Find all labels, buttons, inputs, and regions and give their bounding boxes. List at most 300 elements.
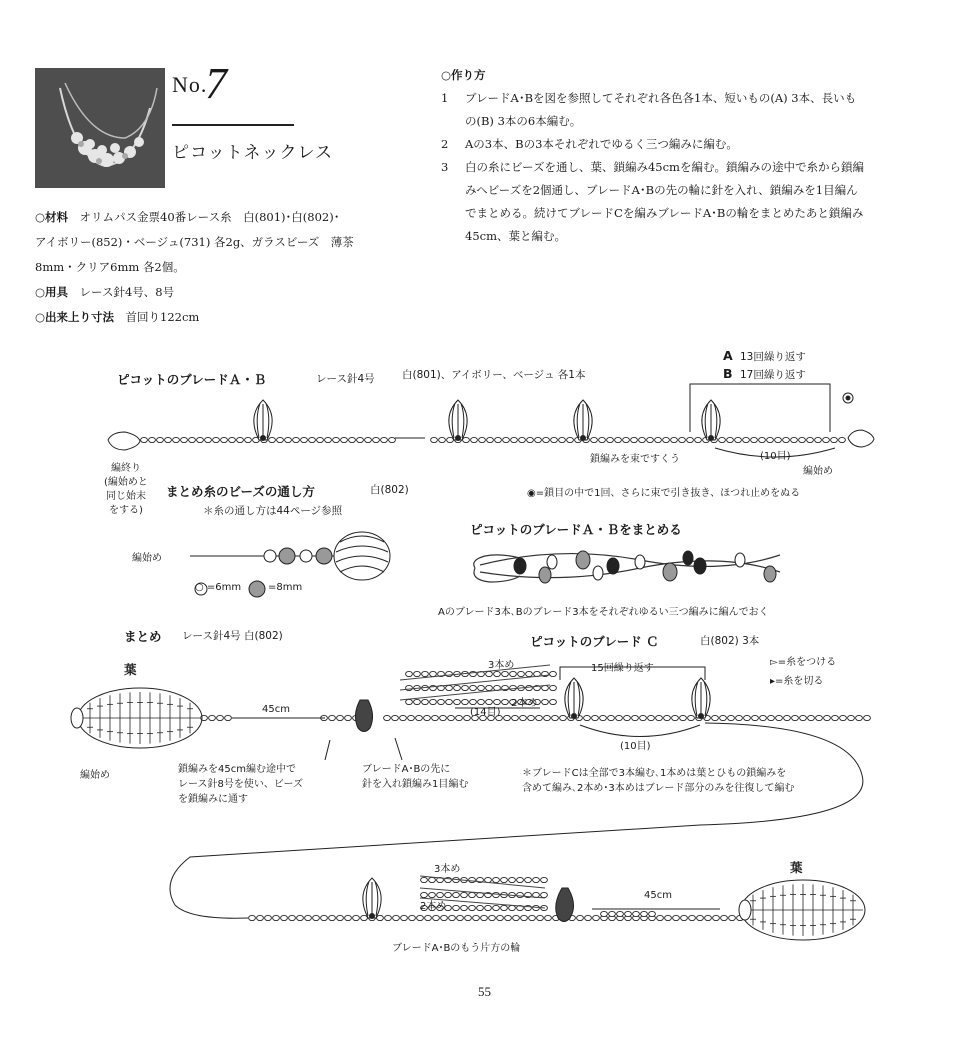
chain-stitch (767, 437, 774, 442)
tools-label: ○用具 (35, 285, 69, 299)
chain-stitch (409, 915, 416, 920)
chain-stitch (189, 437, 196, 442)
chain-stitch (501, 905, 508, 910)
chain-stitch (541, 877, 548, 882)
chain-stitch (688, 715, 695, 720)
braid-ab-needle: レース針4号 (316, 373, 375, 385)
second-strand-label-2: 2本め (420, 901, 447, 912)
chain-stitch (727, 437, 734, 442)
chain-stitch (273, 915, 280, 920)
chain-stitch (517, 892, 524, 897)
chain-stitch (265, 915, 272, 920)
chain-stitch (775, 437, 782, 442)
chain-stitch (317, 437, 324, 442)
materials-line-2: アイボリー(852)・ベージュ(731) 各2g、ガラスビーズ 薄茶 (35, 235, 354, 249)
chain-stitch (848, 715, 855, 720)
chain-stitch (432, 715, 439, 720)
chain-stitch (520, 715, 527, 720)
chain-stitch (664, 715, 671, 720)
chain-stitch (217, 715, 224, 720)
chain-stitch (221, 437, 228, 442)
chain-stitch (743, 437, 750, 442)
ten-stitches-label: (10目) (760, 451, 791, 462)
picot (565, 678, 583, 719)
length-45cm-left: 45cm (262, 704, 290, 715)
step-line: 45cm、葉と編む。 (465, 229, 566, 243)
chain-stitch (705, 915, 712, 920)
pattern-number: 7 (205, 59, 227, 108)
chain-stitch (543, 437, 550, 442)
chain-stitch (608, 715, 615, 720)
chain-stitch (577, 915, 584, 920)
chain-stitch (791, 437, 798, 442)
materials-line-3: 8mm・クリア6mm 各2個。 (35, 260, 185, 274)
chain-stitch (281, 915, 288, 920)
assembly-start-label: 編始め (80, 770, 110, 781)
bundle-bead (539, 567, 551, 583)
chain-stitch (601, 911, 608, 916)
chain-stitch (697, 915, 704, 920)
ten-stitches-c-label: (10目) (620, 741, 651, 752)
chain-stitch (616, 715, 623, 720)
chain-stitch (357, 437, 364, 442)
chain-stitch (528, 715, 535, 720)
chain-stitch (431, 437, 438, 442)
chain-stitch (440, 715, 447, 720)
note-line: レース針8号を使い、ビーズ (178, 779, 303, 790)
chain-stitch (799, 437, 806, 442)
chain-stitch (225, 715, 232, 720)
step-line: 白の糸にビーズを通し、葉、鎖編み45cmを編む。鎖編みの途中で糸から鎖編 (465, 160, 864, 174)
chain-stitch (381, 437, 388, 442)
chain-stitch (430, 671, 437, 676)
chain-stitch (461, 892, 468, 897)
beads-ref-note: ＊糸の通し方は44ページ参照 (203, 505, 343, 517)
chain-stitch (592, 715, 599, 720)
braid-join-title: ピコットのブレードＡ・Ｂをまとめる (470, 522, 682, 537)
bundle-bead (694, 558, 706, 574)
chain-stitch (289, 915, 296, 920)
chain-stitch (337, 715, 344, 720)
step-number: 1 (441, 91, 449, 105)
chain-stitch (454, 699, 461, 704)
chain-stitch (502, 671, 509, 676)
braid-join-note: Aのブレード3本､Bのブレード3本をそれぞれゆるい三つ編みに編んでおく (438, 607, 769, 618)
chain-stitch (527, 437, 534, 442)
chain-stitch (529, 915, 536, 920)
chain-stitch (449, 915, 456, 920)
chain-stitch (744, 715, 751, 720)
chain-stitch (519, 437, 526, 442)
bundle-bead (514, 558, 526, 574)
chain-stitch (493, 905, 500, 910)
chain-stitch (768, 715, 775, 720)
repeat-b-text: 17回繰り返す (740, 369, 806, 381)
chain-stitch (463, 437, 470, 442)
chain-stitch (465, 915, 472, 920)
chain-stitch (655, 437, 662, 442)
chain-stitch (406, 699, 413, 704)
chain-stitch (544, 715, 551, 720)
note-line: 針を入れ鎖編み1目編む (362, 779, 469, 790)
chain-stitch (551, 437, 558, 442)
braid-c-title: ピコットのブレード Ｃ (530, 634, 659, 649)
chain-stitch (486, 671, 493, 676)
assembly-title: まとめ (124, 629, 162, 644)
chain-stitch (656, 715, 663, 720)
chain-stitch (479, 437, 486, 442)
chain-stitch (471, 437, 478, 442)
materials-line-1: オリムパス金票40番レース糸 白(801)･白(802)･ (79, 210, 340, 224)
finish-line: 編終り (110, 463, 141, 474)
finish-line: をする) (109, 505, 143, 516)
thread-ends (71, 393, 874, 920)
chain-stitch (591, 437, 598, 442)
chain-stitch (823, 437, 830, 442)
chain-stitch (361, 915, 368, 920)
chain-stitch (545, 915, 552, 920)
assembly-note-2 (362, 762, 468, 792)
chain-stitch (695, 437, 702, 442)
chain-stitch (503, 437, 510, 442)
step-line: みへビーズを2個通し、ブレードA･Bの先の輪に針を入れ、鎖編みを1目編ん (465, 183, 858, 197)
chain-stitch (609, 911, 616, 916)
chain-stitch (365, 437, 372, 442)
chain-stitch (536, 715, 543, 720)
chain-stitch (537, 915, 544, 920)
chain-stitch (550, 685, 557, 690)
fourteen-stitches-label: (14目) (470, 707, 501, 718)
chain-stitch (832, 715, 839, 720)
chain-stitch (497, 915, 504, 920)
step-line: でまとめる。続けてブレードCを編みブレードA･Bの輪をまとめたあと鎖編み (465, 206, 864, 220)
finish-note (104, 462, 148, 518)
chain-stitch (485, 905, 492, 910)
chain-stitch (864, 715, 871, 720)
chain-stitch (624, 715, 631, 720)
chain-stitch (141, 437, 148, 442)
chain-stitch (470, 685, 477, 690)
chain-stitch (237, 437, 244, 442)
note-line: ＊ブレードCは全部で3本編む､1本めは葉とひもの鎖編みを (522, 768, 787, 779)
chain-stitch (301, 437, 308, 442)
chain-stitch (389, 437, 396, 442)
picot (692, 678, 710, 719)
chain-stitch (469, 892, 476, 897)
chain-stitch (713, 915, 720, 920)
chain-stitch (776, 715, 783, 720)
chain-stitch (535, 437, 542, 442)
chain-stitch (345, 715, 352, 720)
chain-stitch (509, 905, 516, 910)
page-number: 55 (478, 984, 491, 999)
chain-stitch (839, 437, 846, 442)
chain-stitch (446, 685, 453, 690)
note-line: を鎖編みに通す (178, 794, 248, 805)
repeat-a-text: 13回繰り返す (740, 351, 806, 363)
chain-stitch (349, 437, 356, 442)
chain-stitch (297, 915, 304, 920)
chain-stitch (453, 905, 460, 910)
chain-stitch (454, 685, 461, 690)
chain-stitch (633, 911, 640, 916)
chain-stitch (584, 715, 591, 720)
chain-stitch (469, 877, 476, 882)
chain-stitch (477, 905, 484, 910)
chain-stitch (815, 437, 822, 442)
chain-stitch (501, 877, 508, 882)
chain-stitch (205, 437, 212, 442)
braid-ab-colors: 白(801)、アイボリー、ベージュ 各1本 (402, 369, 586, 381)
chain-stitch (173, 437, 180, 442)
chain-stitch (489, 915, 496, 920)
chain-stitch (149, 437, 156, 442)
chain-stitch (456, 715, 463, 720)
pattern-number-prefix: No. (172, 72, 208, 97)
fifteen-repeat-label: 15回繰り返す (591, 663, 654, 674)
chain-stitch (712, 715, 719, 720)
chain-stitch (550, 671, 557, 676)
chain-stitch (719, 437, 726, 442)
assembly-note-1 (178, 762, 303, 807)
braid-c-note (522, 766, 794, 796)
chain-stitch (469, 905, 476, 910)
chain-stitch (512, 715, 519, 720)
picot (702, 400, 720, 441)
repeat-b-letter: B (723, 366, 733, 381)
chain-stitch (585, 915, 592, 920)
assembly-needle: レース針4号 白(802) (182, 630, 283, 642)
legend-attach: ▻=糸をつける (770, 657, 837, 668)
chain-stitch (213, 437, 220, 442)
braid-start-label: 編始め (803, 466, 833, 477)
chain-stitch (736, 715, 743, 720)
chain-stitch (429, 877, 436, 882)
size-label: ○出来上り寸法 (35, 310, 115, 324)
chain-stitch (513, 915, 520, 920)
beads-color: 白(802) (370, 484, 409, 496)
diagram-lines (78, 384, 865, 940)
chain-stitch (385, 915, 392, 920)
leaf-label-left: 葉 (124, 662, 137, 677)
chain-stitch (333, 437, 340, 442)
chain-stitch (486, 685, 493, 690)
chain-stitch (639, 437, 646, 442)
chain-stitch (325, 437, 332, 442)
chain-stitch (533, 905, 540, 910)
note-line: 鎖編みを45cm編む途中で (178, 764, 296, 775)
legend-6mm: ○ =6mm (195, 582, 242, 593)
chain-stitch (473, 915, 480, 920)
chain-stitch (800, 715, 807, 720)
chain-stitch (430, 699, 437, 704)
chain-stitch (679, 437, 686, 442)
chain-stitch (783, 437, 790, 442)
chain-stitch (721, 915, 728, 920)
chain-stitch (689, 915, 696, 920)
chain-stitch (493, 877, 500, 882)
chain-stitch (648, 715, 655, 720)
bundle-bead (663, 563, 677, 581)
chain-stitch (510, 671, 517, 676)
chain-stitch (421, 877, 428, 882)
chain-stitch (269, 437, 276, 442)
chain-stitch (165, 437, 172, 442)
chain-stitch (293, 437, 300, 442)
chain-stitch (439, 437, 446, 442)
chain-stitch (615, 437, 622, 442)
chain-stitch (478, 685, 485, 690)
note-line: ブレードA･Bの先に (362, 764, 451, 775)
third-strand-label: 3本め (488, 660, 515, 671)
braid-c-colors: 白(802) 3本 (700, 635, 760, 647)
chain-stitch (309, 437, 316, 442)
chain-stitch (341, 437, 348, 442)
length-45cm-right: 45cm (644, 890, 672, 901)
bundle-bead (683, 551, 693, 565)
chain-stitch (457, 915, 464, 920)
materials-label: ○材料 (35, 210, 69, 224)
chain-stitch (552, 715, 559, 720)
note-line: 含めて編み､2本め･3本めはブレード部分のみを往復して編む (522, 783, 795, 794)
other-loop-label: ブレードA･Bのもう片方の輪 (392, 943, 521, 954)
pattern-title: ピコットネックレス (172, 143, 333, 163)
chain-stitch (632, 715, 639, 720)
legend-cut: ▸=糸を切る (770, 676, 824, 687)
chain-stitch (433, 915, 440, 920)
chain-stitch (462, 685, 469, 690)
chain-stitch (245, 437, 252, 442)
step-number: 2 (441, 137, 449, 151)
chain-stitch (502, 699, 509, 704)
chain-stitch (525, 877, 532, 882)
chain-stitch (824, 715, 831, 720)
chain-stitch (807, 437, 814, 442)
chain-stitch (285, 437, 292, 442)
chain-stitch (422, 671, 429, 676)
chain-stitch (559, 437, 566, 442)
chain-stitch (353, 915, 360, 920)
chain-stitch (511, 437, 518, 442)
chain-stitch (229, 437, 236, 442)
chain-stitch (481, 915, 488, 920)
chain-stitch (751, 437, 758, 442)
chain-stitch (181, 437, 188, 442)
chain-stitch (831, 437, 838, 442)
chain-stitch (400, 715, 407, 720)
legend-8mm: =8mm (268, 582, 303, 593)
step-line: の(B) 3本の6本編む。 (465, 114, 582, 128)
chain-stitch (384, 715, 391, 720)
chain-stitch (631, 437, 638, 442)
chain-stitch (447, 437, 454, 442)
chain-stitch (424, 715, 431, 720)
thread-ball-icon (334, 532, 390, 580)
third-strand-label-2: 3本め (434, 864, 461, 875)
chain-stitch (640, 715, 647, 720)
chain-stitch (599, 437, 606, 442)
chain-stitch (729, 915, 736, 920)
chain-stitch (197, 437, 204, 442)
chain-stitch (680, 715, 687, 720)
chain-stitch (672, 715, 679, 720)
chain-stitch (687, 437, 694, 442)
chain-stitch (209, 715, 216, 720)
chain-stitch (417, 915, 424, 920)
finish-line: 同じ始末 (105, 491, 146, 502)
chain-stitch (533, 877, 540, 882)
bundle-bead (547, 555, 557, 569)
chain-stitch (720, 715, 727, 720)
chain-stitch (560, 715, 567, 720)
bundle-bead (735, 553, 745, 567)
picot (254, 400, 272, 441)
chain-stitch (623, 437, 630, 442)
chain-stitch (521, 915, 528, 920)
step-number: 3 (441, 160, 449, 174)
chain-stitch (313, 915, 320, 920)
bundle-bead (635, 555, 645, 569)
chain-stitch (671, 437, 678, 442)
size-text: 首回り122cm (125, 310, 200, 324)
chain-stitch (509, 877, 516, 882)
chain-stitch (401, 915, 408, 920)
chain-stitch (808, 715, 815, 720)
chain-stitch (625, 911, 632, 916)
chain-stitch (305, 915, 312, 920)
chain-stitch (760, 715, 767, 720)
chain-stitch (567, 437, 574, 442)
instructions-heading: ○作り方 (441, 68, 486, 82)
picot (574, 400, 592, 441)
chain-stitch (462, 699, 469, 704)
chain-stitch (438, 699, 445, 704)
bundle-note: 鎖編みを束ですくう (590, 454, 680, 465)
chain-stitch (406, 671, 413, 676)
chain-stitch (517, 877, 524, 882)
leaf-label-right: 葉 (790, 860, 803, 875)
chain-stitch (784, 715, 791, 720)
chain-stitch (453, 892, 460, 897)
chain-stitch (735, 437, 742, 442)
chain-stitch (157, 437, 164, 442)
second-strand-label: 2本め (511, 698, 538, 709)
bundle-bead (607, 558, 619, 574)
chain-stitch (448, 715, 455, 720)
chain-stitch (414, 671, 421, 676)
chain-stitch (728, 715, 735, 720)
picot (363, 878, 381, 919)
repeat-a-letter: A (723, 348, 733, 363)
chain-stitch (494, 671, 501, 676)
chain-stitch (277, 437, 284, 442)
chain-stitch (752, 715, 759, 720)
chain-stitch (345, 915, 352, 920)
beads-start-label: 編始め (132, 553, 162, 564)
chain-stitch (792, 715, 799, 720)
chain-stitch (393, 915, 400, 920)
chain-stitch (856, 715, 863, 720)
chain-stitch (373, 437, 380, 442)
chain-stitch (321, 915, 328, 920)
chain-stitch (649, 911, 656, 916)
chain-stitch (641, 911, 648, 916)
chain-stitch (257, 915, 264, 920)
chain-stitch (617, 911, 624, 916)
chain-stitch (518, 671, 525, 676)
braid-ab-title: ピコットのブレードＡ・Ｂ (117, 372, 267, 387)
chain-stitch (495, 437, 502, 442)
